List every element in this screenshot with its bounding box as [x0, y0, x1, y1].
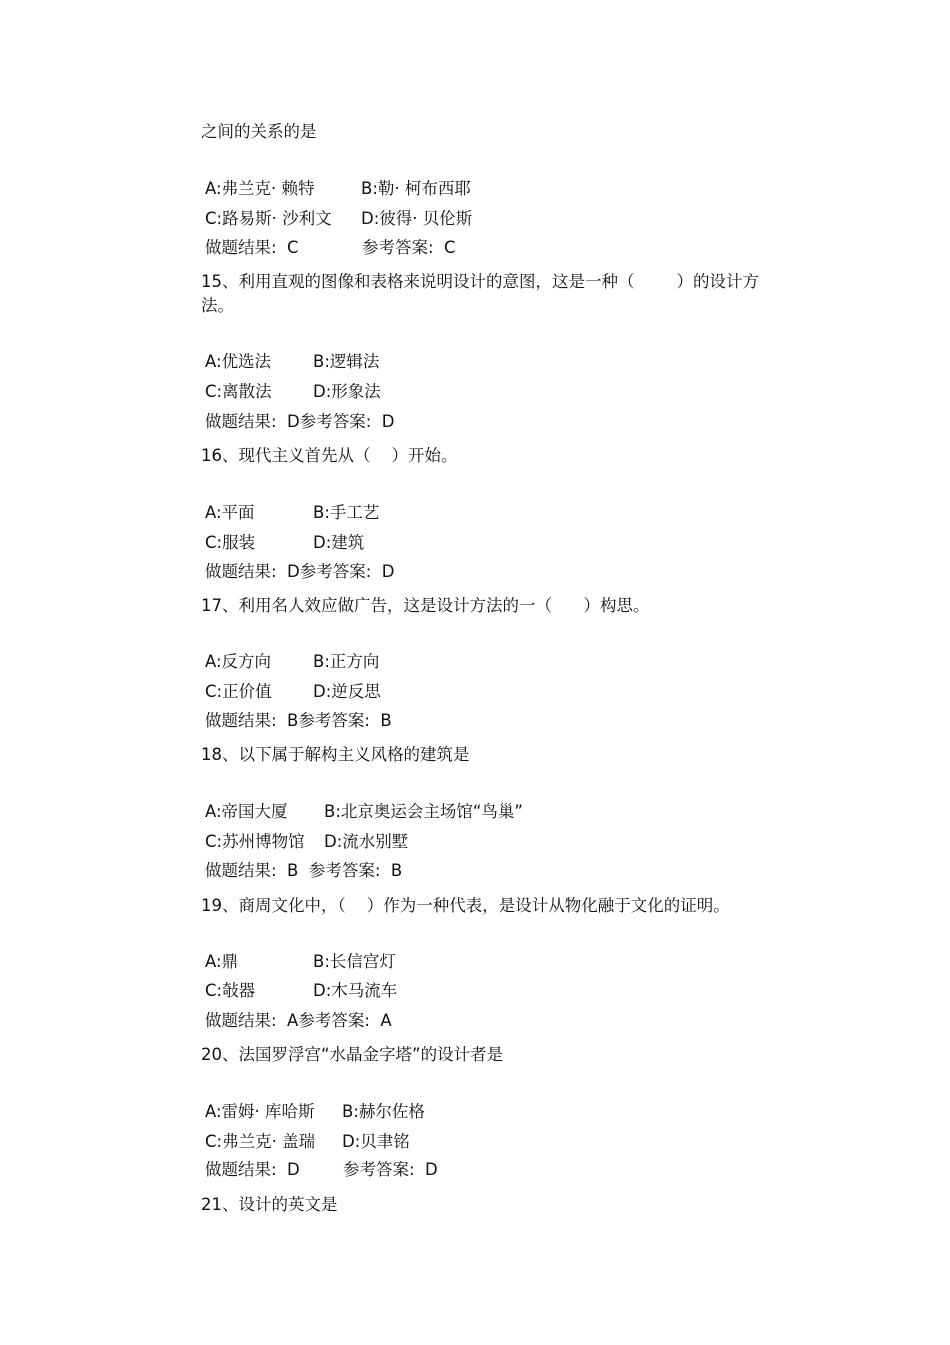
question-20: 20、法国罗浮宫“水晶金字塔”的设计者是 — [201, 1045, 504, 1064]
question-15-wrap: 法。 — [201, 296, 234, 315]
option-a: A:弗兰克· 赖特 — [205, 179, 315, 198]
option-a: A:优选法 — [205, 352, 272, 371]
option-b: B:逻辑法 — [313, 352, 380, 371]
option-b: B:手工艺 — [313, 503, 380, 522]
reference-answer: 参考答案: C — [362, 238, 456, 257]
option-a: A:雷姆· 库哈斯 — [205, 1102, 315, 1121]
result-text: 做题结果: A参考答案: A — [205, 1011, 392, 1030]
option-b: B:赫尔佐格 — [342, 1102, 425, 1121]
result-text: 做题结果: D参考答案: D — [205, 562, 395, 581]
option-c: C:弗兰克· 盖瑞 — [205, 1132, 316, 1151]
result-text: 做题结果: B参考答案: B — [205, 711, 392, 730]
result-text: 做题结果: D参考答案: D — [205, 412, 395, 431]
option-c: C:路易斯· 沙利文 — [205, 209, 332, 228]
option-b: B:长信宫灯 — [313, 952, 396, 971]
question-19: 19、商周文化中，（ ）作为一种代表，是设计从物化融于文化的证明。 — [201, 896, 730, 915]
question-18: 18、以下属于解构主义风格的建筑是 — [201, 745, 470, 764]
option-c: C:敧器 — [205, 981, 256, 1000]
option-d: D:逆反思 — [313, 682, 381, 701]
option-b: B:勒· 柯布西耶 — [361, 179, 471, 198]
option-c: C:苏州博物馆 — [205, 832, 305, 851]
option-a: A:帝国大厦 — [205, 802, 288, 821]
result-text: 做题结果: C — [205, 238, 299, 257]
option-c: C:正价值 — [205, 682, 272, 701]
option-d: D:形象法 — [313, 382, 381, 401]
option-d: D:流水别墅 — [324, 832, 409, 851]
option-a: A:鼎 — [205, 952, 239, 971]
question-continuation: 之间的关系的是 — [201, 122, 317, 141]
option-a: A:反方向 — [205, 652, 272, 671]
option-c: C:离散法 — [205, 382, 272, 401]
option-d: D:建筑 — [313, 533, 365, 552]
question-16: 16、现代主义首先从（ ）开始。 — [201, 446, 458, 465]
option-b: B:北京奥运会主场馆“鸟巢” — [324, 802, 523, 821]
question-15: 15、利用直观的图像和表格来说明设计的意图，这是一种（ ）的设计方 — [201, 272, 759, 291]
option-d: D:木马流车 — [313, 981, 398, 1000]
question-17: 17、利用名人效应做广告，这是设计方法的一（ ）构思。 — [201, 596, 650, 615]
option-d: D:贝聿铭 — [342, 1132, 410, 1151]
option-d: D:彼得· 贝伦斯 — [361, 209, 473, 228]
reference-answer: 参考答案: D — [343, 1160, 438, 1179]
option-b: B:正方向 — [313, 652, 380, 671]
option-a: A:平面 — [205, 503, 255, 522]
question-21: 21、设计的英文是 — [201, 1195, 338, 1214]
option-c: C:服装 — [205, 533, 256, 552]
result-text: 做题结果: D — [205, 1160, 300, 1179]
result-text: 做题结果: B 参考答案: B — [205, 861, 403, 880]
